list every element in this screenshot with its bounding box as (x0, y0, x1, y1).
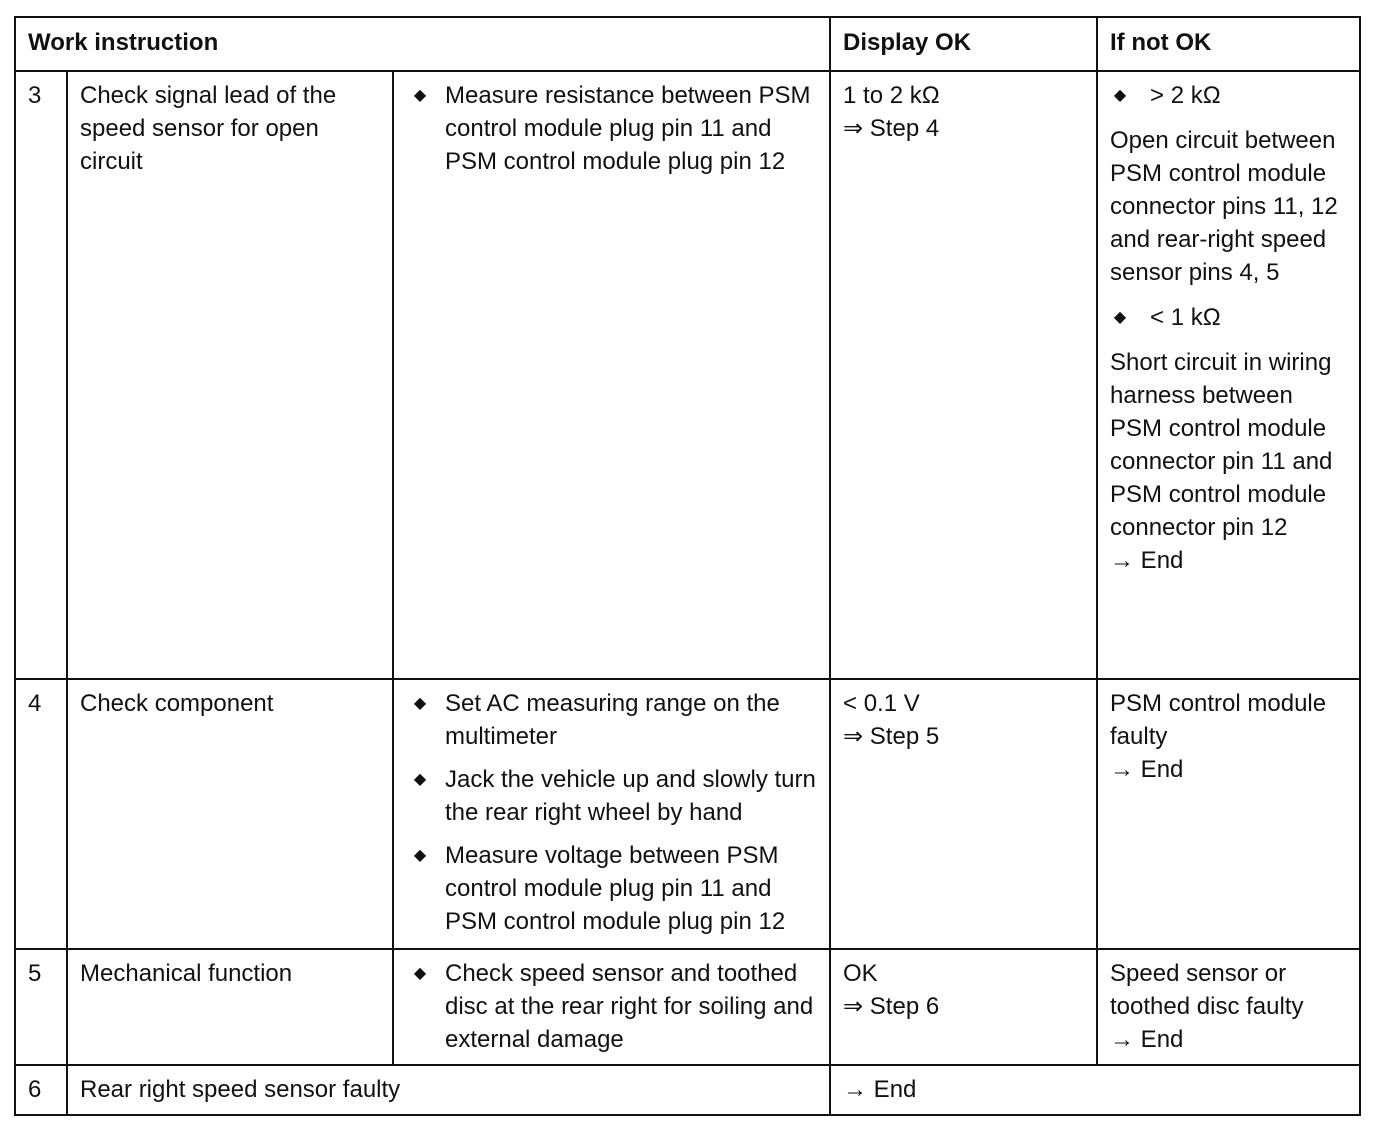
step-number: 4 (15, 679, 67, 949)
step-number: 5 (15, 949, 67, 1065)
diamond-bullet-icon: ◆ (413, 965, 427, 982)
diamond-bullet-icon: ◆ (413, 847, 427, 864)
action-text: Set AC measuring range on the multimeter (445, 690, 780, 750)
step-task: Mechanical function (67, 949, 393, 1065)
display-ok-cell (830, 679, 1097, 949)
step-task: Rear right speed sensor faulty (67, 1065, 830, 1115)
display-ok-value: 1 to 2 kΩ (843, 82, 940, 109)
condition-high (1110, 79, 1349, 112)
fault-description-open: Open circuit between PSM control module connector pins 11, 12 and rear-right speed sensor pins 4, 5 (1110, 127, 1338, 286)
action-item (406, 687, 819, 753)
display-ok-cell: → End (830, 1065, 1360, 1115)
condition-text: > 2 kΩ (1150, 82, 1221, 109)
table-row-step-6 (15, 1065, 1360, 1115)
table-row-step-3 (15, 71, 1360, 679)
display-ok-cell (830, 949, 1097, 1065)
display-ok-next-step: ⇒ Step 4 (843, 115, 940, 142)
action-item (406, 839, 819, 938)
display-ok-value: < 0.1 V (843, 690, 920, 717)
display-ok-cell (830, 71, 1097, 679)
display-ok-value: OK (843, 960, 878, 987)
diamond-bullet-icon: ◆ (1113, 309, 1127, 326)
diamond-bullet-icon: ◆ (413, 771, 427, 788)
header-display-ok: Display OK (830, 17, 1097, 71)
if-not-ok-cell (1097, 679, 1360, 949)
table-header-row (15, 17, 1360, 71)
step-actions (393, 71, 830, 679)
if-not-ok-cell (1097, 71, 1360, 679)
diamond-bullet-icon: ◆ (413, 695, 427, 712)
fault-description-short: Short circuit in wiring harness between PSM control module connector pin 11 and PSM control module connector pin 12 (1110, 349, 1333, 541)
table-row-step-4 (15, 679, 1360, 949)
step-number: 6 (15, 1065, 67, 1115)
action-text: Measure resistance between PSM control module plug pin 11 and PSM control module plug pin 12 (445, 82, 811, 175)
action-text: Jack the vehicle up and slowly turn the rear right wheel by hand (445, 766, 816, 826)
diamond-bullet-icon: ◆ (413, 87, 427, 104)
display-ok-next-step: ⇒ Step 6 (843, 993, 940, 1020)
action-item (406, 79, 819, 178)
step-actions (393, 679, 830, 949)
action-item (406, 763, 819, 829)
if-not-ok-cell (1097, 949, 1360, 1065)
end-marker: → End (1110, 547, 1184, 574)
action-text: Measure voltage between PSM control module plug pin 11 and PSM control module plug pin 12 (445, 842, 786, 935)
condition-low (1110, 301, 1349, 334)
action-item (406, 957, 819, 1056)
step-task: Check signal lead of the speed sensor for open circuit (67, 71, 393, 679)
end-marker: → End (1110, 756, 1184, 783)
table-row-step-5 (15, 949, 1360, 1065)
end-marker: → End (1110, 1026, 1184, 1053)
header-if-not-ok: If not OK (1097, 17, 1360, 71)
step-actions (393, 949, 830, 1065)
diamond-bullet-icon: ◆ (1113, 87, 1127, 104)
condition-text: < 1 kΩ (1150, 304, 1221, 331)
fault-description: PSM control module faulty (1110, 690, 1327, 750)
fault-description: Speed sensor or toothed disc faulty (1110, 960, 1304, 1020)
step-task: Check component (67, 679, 393, 949)
header-work-instruction: Work instruction (15, 17, 830, 71)
step-number: 3 (15, 71, 67, 679)
display-ok-next-step: ⇒ Step 5 (843, 723, 940, 750)
work-instruction-table (14, 16, 1361, 1116)
action-text: Check speed sensor and toothed disc at the rear right for soiling and external damage (445, 960, 814, 1053)
